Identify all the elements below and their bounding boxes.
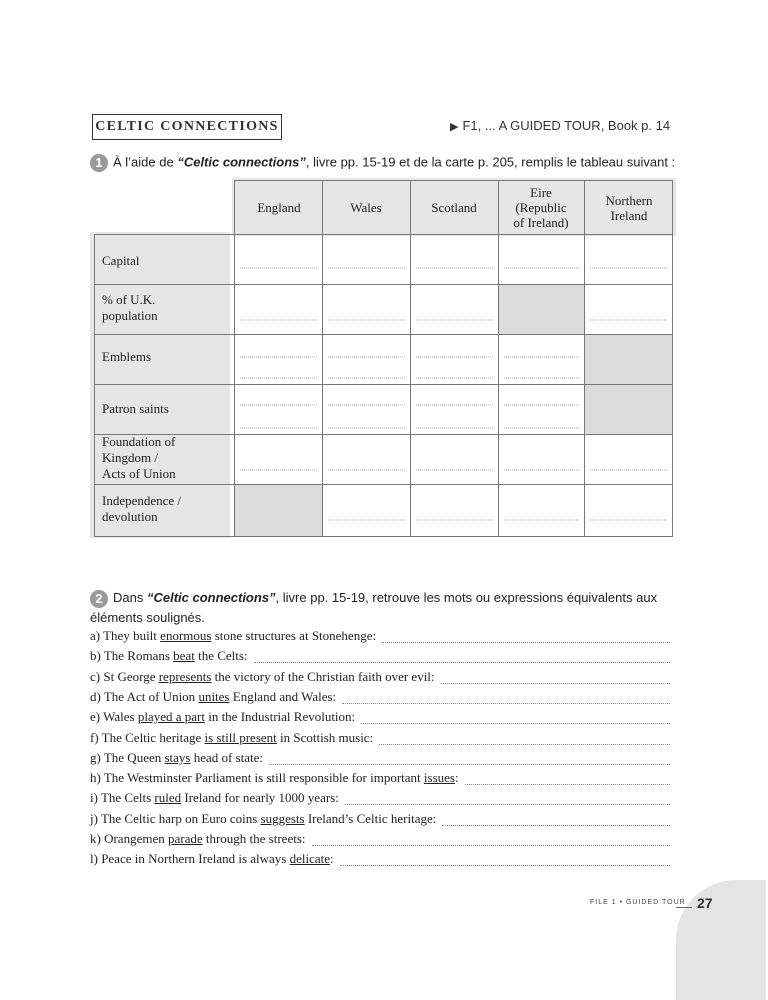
row-label: Patron saints — [102, 401, 169, 416]
question-text: Ireland’s Celtic heritage: — [304, 810, 437, 826]
exercise-number-badge: 1 — [90, 154, 108, 172]
question-text: b) The Romans — [90, 648, 174, 664]
question-text: e) Wales — [90, 709, 138, 725]
instruction-title: “Celtic connections” — [177, 154, 306, 170]
question-text: Ireland for nearly 1000 years: — [181, 790, 339, 806]
question-text: in the Industrial Revolution: — [204, 709, 356, 725]
question-item — [90, 648, 248, 664]
question-text: f) The Celtic heritage — [90, 729, 205, 745]
question-text: a) They built — [90, 628, 161, 643]
answer-line[interactable] — [442, 825, 670, 826]
question-text: k) Orangemen — [90, 831, 168, 846]
column-header: Scotland — [431, 200, 477, 215]
underlined-term: parade — [167, 831, 203, 846]
instruction-text: À l’aide de — [113, 154, 178, 170]
page-corner-tab — [676, 880, 766, 1000]
underlined-term: unites — [198, 688, 230, 704]
answer-line[interactable] — [312, 845, 670, 846]
answer-line[interactable] — [269, 764, 670, 765]
underlined-term: represents — [158, 668, 212, 684]
question-item — [90, 669, 435, 685]
underlined-term: is still present — [204, 729, 277, 745]
underlined-term: delicate — [289, 851, 331, 867]
row-label: % of U.K. population — [102, 292, 158, 323]
question-item — [90, 730, 373, 746]
underlined-term: stays — [164, 749, 191, 765]
question-item — [90, 851, 334, 867]
page-number: 27 — [697, 895, 713, 911]
question-text: : — [330, 851, 334, 867]
question-text: the victory of the Christian faith over evil: — [211, 668, 435, 684]
question-text: England and Wales: — [229, 688, 337, 704]
question-text: l) Peace in Northern Ireland is always — [90, 851, 290, 867]
answer-line[interactable] — [340, 865, 670, 866]
question-text: j) The Celtic harp on Euro coins — [90, 810, 261, 826]
answer-line[interactable] — [382, 642, 670, 643]
instruction-text: , livre pp. 15-19 et de la carte p. 205, remplis le tableau suivant : — [305, 154, 676, 170]
answer-line[interactable] — [361, 723, 670, 724]
answer-line[interactable] — [465, 784, 670, 785]
question-text: i) The Celts — [90, 790, 155, 806]
question-item — [90, 770, 459, 786]
exercise-2-instruction — [90, 588, 690, 628]
underlined-term: suggests — [260, 810, 305, 826]
row-label: Emblems — [102, 349, 152, 364]
answer-line[interactable] — [342, 703, 670, 704]
question-text: the Celts: — [194, 648, 248, 664]
question-item — [90, 790, 339, 806]
question-item — [90, 811, 436, 827]
question-text: h) The Westminster Parliament is still responsible for important — [90, 770, 424, 786]
question-text: head of state: — [190, 749, 264, 765]
answer-line[interactable] — [441, 683, 670, 684]
question-text: stone structures at Stonehenge: — [211, 628, 377, 643]
column-header: Eire (Republic of Ireland) — [513, 185, 569, 230]
row-label: Independence / devolution — [102, 493, 182, 524]
underlined-term: played a part — [137, 709, 205, 725]
answer-line[interactable] — [379, 744, 670, 745]
section-title: CELTIC CONNECTIONS — [92, 114, 282, 140]
question-item — [90, 689, 336, 705]
question-text: g) The Queen — [90, 749, 165, 765]
question-text: : — [454, 770, 459, 786]
question-item — [90, 709, 355, 725]
play-arrow-icon: ▶ — [450, 121, 459, 133]
answer-line[interactable] — [254, 662, 670, 663]
column-header: England — [257, 200, 301, 215]
instruction-title: “Celtic connections” — [146, 590, 276, 605]
row-label: Foundation of Kingdom / Acts of Union — [102, 434, 176, 481]
question-text: c) St George — [90, 668, 159, 684]
footer-label: FILE 1 • GUIDED TOUR — [590, 899, 686, 906]
question-item — [90, 628, 376, 644]
underlined-term: issues — [423, 770, 455, 786]
instruction-text: , livre pp. 15-19, retrouve les mots ou expressions équivalents aux éléments soulignés. — [90, 590, 658, 625]
footer-rule — [676, 907, 692, 908]
book-reference-text: F1, ... A GUIDED TOUR, Book p. 14 — [462, 118, 671, 133]
question-item — [90, 831, 306, 847]
underlined-term: ruled — [154, 790, 182, 806]
column-header: Northern Ireland — [605, 193, 653, 223]
instruction-text: Dans — [113, 590, 147, 605]
column-header: Wales — [350, 200, 382, 215]
question-text: in Scottish music: — [276, 729, 374, 745]
underlined-term: beat — [173, 648, 195, 664]
underlined-term: enormous — [160, 628, 212, 643]
question-item — [90, 750, 263, 766]
answer-line[interactable] — [345, 804, 670, 805]
question-text: d) The Act of Union — [90, 688, 199, 704]
exercise-number-badge: 2 — [90, 590, 108, 608]
question-text: through the streets: — [202, 831, 306, 846]
row-label: Capital — [102, 253, 140, 268]
